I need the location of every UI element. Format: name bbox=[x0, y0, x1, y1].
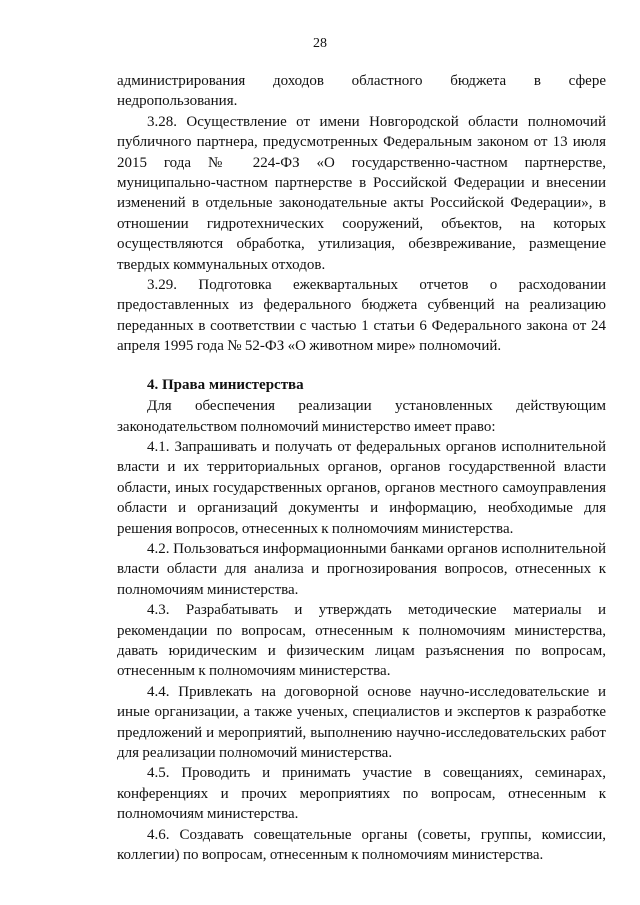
paragraph-3-29: 3.29. Подготовка ежеквартальных отчетов о расходовании предоставленных из федерального бюджета субвенций на реализацию переданных в соответствии с частью 1 статьи 6 Федерального закона от 24 апреля 1995 года № 52-ФЗ «О животном мире» полномочий. bbox=[117, 277, 606, 355]
section-heading-rights: 4. Права министерства bbox=[147, 376, 304, 393]
paragraph-4-3: 4.3. Разрабатывать и утверждать методические материалы и рекомендации по вопросам, отнесенным к полномочиям министерства, давать юридическим и физическим лицам разъяснения по вопросам, отнесенным к полномочиям министерства. bbox=[117, 602, 606, 680]
paragraph-4-1: 4.1. Запрашивать и получать от федеральных органов исполнительной власти и их территориальных органов, органов государственной власти области, иных государственных органов, органов местного самоуправления области и организаций документы и информацию, необходимые для решения вопросов, отнесенных к полномочиям министерства. bbox=[117, 438, 606, 537]
paragraph-4-4: 4.4. Привлекать на договорной основе научно-исследовательские и иные организации, а также ученых, специалистов и экспертов к разработке предложений и мероприятий, выполнению научно-исследовательских работ для реализации полномочий министерства. bbox=[117, 683, 606, 761]
paragraph-4-2: 4.2. Пользоваться информационными банками органов исполнительной власти области для анализа и прогнозирования вопросов, отнесенных к полномочиям министерства. bbox=[117, 540, 606, 598]
paragraph-4-5: 4.5. Проводить и принимать участие в совещаниях, семинарах, конференциях и прочих мероприятиях по вопросам, отнесенным к полномочиям министерства. bbox=[117, 765, 606, 823]
page-number: 28 bbox=[313, 36, 327, 51]
paragraph-3-28: 3.28. Осуществление от имени Новгородской области полномочий публичного партнера, предусмотренных Федеральным законом от 13 июля 2015 года № 224-ФЗ «О государственно-частном партнерстве, муниципально-частном партнерстве в Российской Федерации и внесении изменений в отдельные законодательные акты Российской Федерации», в отношении гидротехнических сооружений, объектов, на которых осуществляются обработка, утилизация, обезвреживание, размещение твердых коммунальных отходов. bbox=[117, 113, 606, 273]
page-body bbox=[117, 71, 606, 865]
paragraph-continuation: администрирования доходов областного бюджета в сфере недропользования. bbox=[117, 73, 606, 110]
section-intro: Для обеспечения реализации установленных действующим законодательством полномочий министерство имеет право: bbox=[117, 398, 606, 435]
paragraph-4-6: 4.6. Создавать совещательные органы (советы, группы, комиссии, коллегии) по вопросам, отнесенным к полномочиям министерства. bbox=[117, 826, 606, 864]
